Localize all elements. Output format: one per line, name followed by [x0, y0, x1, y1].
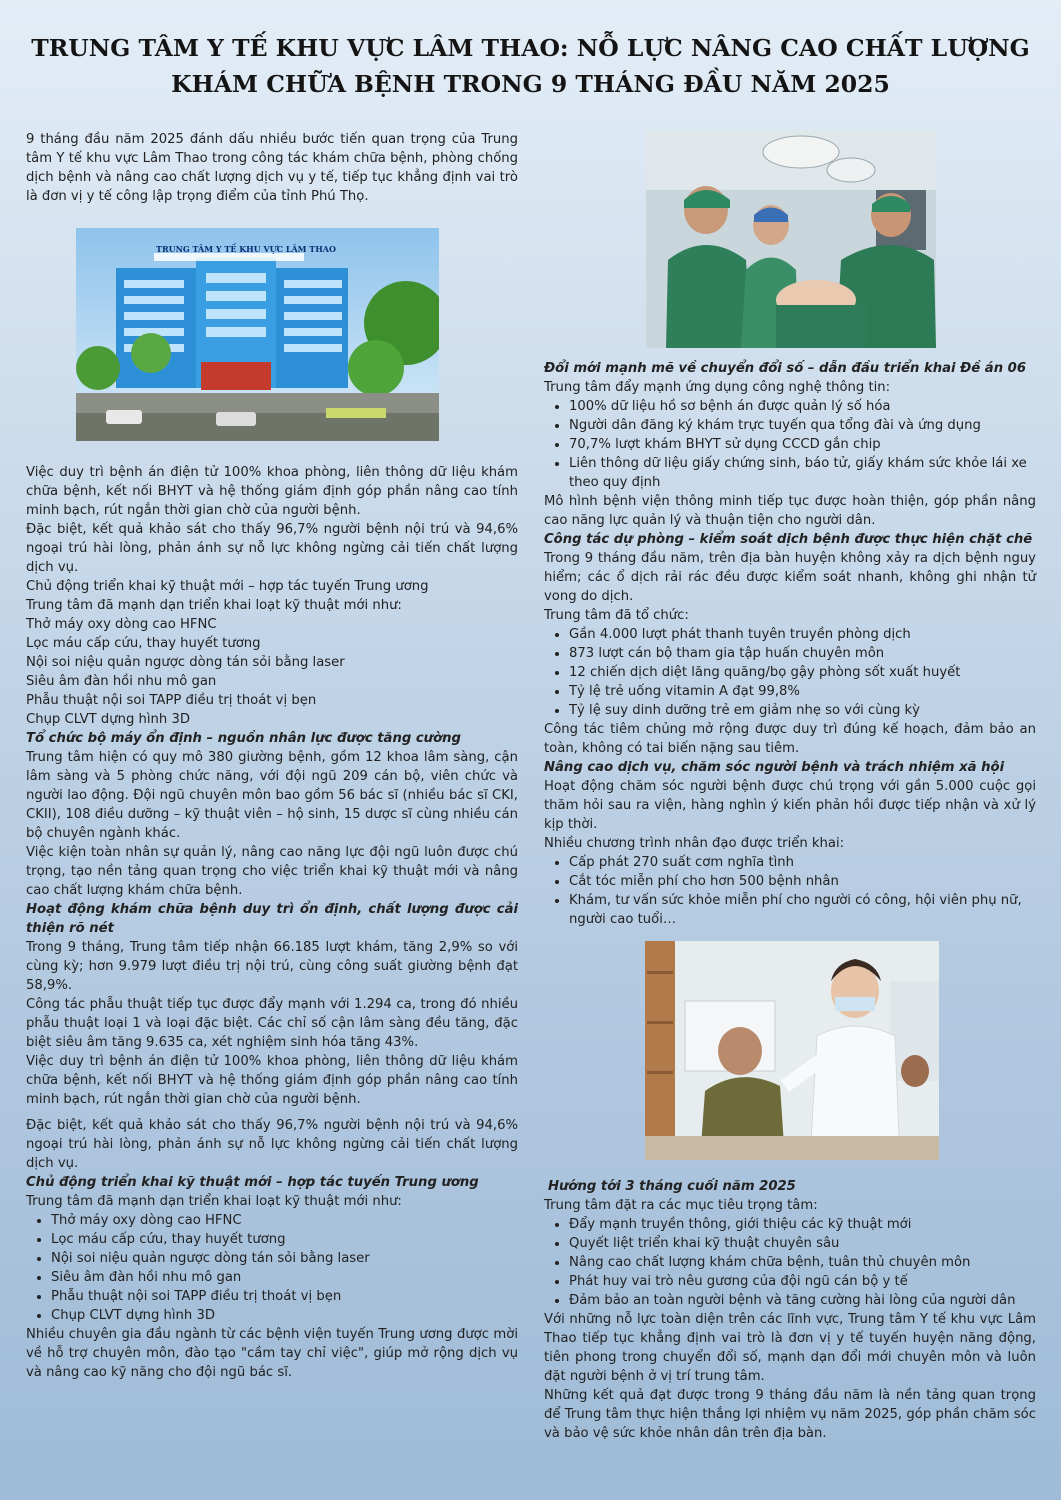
paragraph: Việc kiện toàn nhân sự quản lý, nâng cao năng lực đội ngũ luôn được chú trọng, tạo nền tảng quan trọng cho việc triển khai kỹ thuật mới và nâng cao chất lượng khám chữa bệnh. [26, 845, 518, 898]
paragraph: Trong 9 tháng đầu năm, trên địa bàn huyện không xảy ra dịch bệnh nguy hiểm; các ổ dịch rải rác đều được kiểm soát nhanh, không ghi nhận tử vong do dịch. [544, 551, 1036, 604]
list-item: • Gần 4.000 lượt phát thanh tuyên truyền phòng dịch [569, 625, 1036, 644]
building-sign-text: TRUNG TÂM Y TẾ KHU VỰC LÂM THAO [156, 244, 336, 254]
paragraph: Công tác tiêm chủng mở rộng được duy trì đúng kế hoạch, đảm bảo an toàn, không có tai biến nặng sau tiêm. [544, 722, 1036, 756]
paragraph: Chủ động triển khai kỹ thuật mới – hợp tác tuyến Trung ương [26, 579, 429, 594]
section-heading: Hướng tới 3 tháng cuối năm 2025 [548, 1179, 796, 1194]
prevention-list [544, 625, 1036, 720]
goals-list [544, 1215, 1036, 1310]
list-item: • 100% dữ liệu hồ sơ bệnh án được quản lý số hóa [569, 397, 1036, 416]
list-item: • Nội soi niệu quản ngược dòng tán sỏi bằng laser [51, 1249, 518, 1268]
list-item: Chụp CLVT dựng hình 3D [26, 712, 190, 727]
list-item: • 873 lượt cán bộ tham gia tập huấn chuyên môn [569, 644, 1036, 663]
list-item: • Siêu âm đàn hồi nhu mô gan [51, 1268, 518, 1287]
list-item: • Đẩy mạnh truyền thông, giới thiệu các kỹ thuật mới [569, 1215, 1036, 1234]
patient-examination-photo [645, 941, 939, 1160]
list-item: Thở máy oxy dòng cao HFNC [26, 617, 217, 632]
paragraph: Công tác phẫu thuật tiếp tục được đẩy mạnh với 1.294 ca, trong đó nhiều phẫu thuật loại 1 và loại đặc biệt. Các chỉ số cận lâm sàng đều tăng, đặc biệt siêu âm tăng 9.635 ca, xét nghiệm sinh hóa tăng 43%. [26, 997, 518, 1050]
paragraph: Trung tâm đẩy mạnh ứng dụng công nghệ thông tin: [544, 380, 891, 395]
paragraph: Với những nỗ lực toàn diện trên các lĩnh vực, Trung tâm Y tế khu vực Lâm Thao tiếp tục khẳng định vai trò là đơn vị y tế tuyến huyện năng động, tiên phong trong chuyển đổi số, mạnh dạn đổi mới chuyên môn và luôn đặt người bệnh ở vị trí trung tâm. [544, 1312, 1036, 1384]
paragraph: Trung tâm đã mạnh dạn triển khai loạt kỹ thuật mới như: [26, 598, 402, 613]
surgery-photo [646, 130, 936, 348]
section-heading: Tổ chức bộ máy ổn định – nguồn nhân lực được tăng cường [26, 731, 461, 746]
list-item: Siêu âm đàn hồi nhu mô gan [26, 674, 217, 689]
list-item: • Phát huy vai trò nêu gương của đội ngũ cán bộ y tế [569, 1272, 1036, 1291]
right-column [544, 130, 1036, 1443]
paragraph: Trung tâm đặt ra các mục tiêu trọng tâm: [544, 1198, 818, 1213]
section-heading: Chủ động triển khai kỹ thuật mới – hợp tác tuyến Trung ương [26, 1175, 479, 1190]
paragraph: Hoạt động chăm sóc người bệnh được chú trọng với gần 5.000 cuộc gọi thăm hỏi sau ra viện, hàng nghìn ý kiến phản hồi được tiếp nhận và xử lý kịp thời. [544, 779, 1036, 832]
paragraph: Mô hình bệnh viện thông minh tiếp tục được hoàn thiện, góp phần nâng cao năng lực quản lý và thuận tiện cho người dân. [544, 494, 1036, 528]
paragraph: Nhiều chuyên gia đầu ngành từ các bệnh viện tuyến Trung ương được mời về hỗ trợ chuyên môn, đào tạo "cầm tay chỉ việc", giúp mở rộng dịch vụ và nâng cao kỹ năng cho đội ngũ bác sĩ. [26, 1327, 518, 1380]
list-item: • Người dân đăng ký khám trực tuyến qua tổng đài và ứng dụng [569, 416, 1036, 435]
list-item: • Khám, tư vấn sức khỏe miễn phí cho người có công, hội viên phụ nữ, người cao tuổi… [569, 891, 1036, 929]
list-item: • Cấp phát 270 suất cơm nghĩa tình [569, 853, 1036, 872]
list-item: • Đảm bảo an toàn người bệnh và tăng cường hài lòng của người dân [569, 1291, 1036, 1310]
paragraph: Việc duy trì bệnh án điện tử 100% khoa phòng, liên thông dữ liệu khám chữa bệnh, kết nối BHYT và hệ thống giám định góp phần nâng cao tính minh bạch, rút ngắn thời gian chờ của người bệnh. [26, 1054, 518, 1107]
intro-paragraph: 9 tháng đầu năm 2025 đánh dấu nhiều bước tiến quan trọng của Trung tâm Y tế khu vực Lâm Thao trong công tác khám chữa bệnh, phòng chống dịch bệnh và nâng cao chất lượng dịch vụ y tế, tiếp tục khẳng định vai trò là đơn vị y tế công lập trọng điểm của tỉnh Phú Thọ. [26, 132, 518, 204]
list-item: Nội soi niệu quản ngược dòng tán sỏi bằng laser [26, 655, 345, 670]
humanitarian-list [544, 853, 1036, 929]
list-item: • Lọc máu cấp cứu, thay huyết tương [51, 1230, 518, 1249]
section-heading: Công tác dự phòng – kiểm soát dịch bệnh được thực hiện chặt chẽ [544, 532, 1033, 547]
list-item: • Chụp CLVT dựng hình 3D [51, 1306, 518, 1325]
list-item: • Thở máy oxy dòng cao HFNC [51, 1211, 518, 1230]
technique-bullet-list [26, 1211, 518, 1325]
list-item: • 70,7% lượt khám BHYT sử dụng CCCD gắn chip [569, 435, 1036, 454]
list-item: • Cắt tóc miễn phí cho hơn 500 bệnh nhân [569, 872, 1036, 891]
paragraph: Nhiều chương trình nhân đạo được triển khai: [544, 836, 845, 851]
list-item: • Tỷ lệ suy dinh dưỡng trẻ em giảm nhẹ so với cùng kỳ [569, 701, 1036, 720]
section-heading: Đổi mới mạnh mẽ về chuyển đổi số – dẫn đầu triển khai Đề án 06 [544, 361, 1027, 376]
paragraph: Trung tâm đã mạnh dạn triển khai loạt kỹ thuật mới như: [26, 1194, 402, 1209]
list-item: • Phẫu thuật nội soi TAPP điều trị thoát vị bẹn [51, 1287, 518, 1306]
paragraph: Đặc biệt, kết quả khảo sát cho thấy 96,7% người bệnh nội trú và 94,6% ngoại trú hài lòng, phản ánh sự nỗ lực không ngừng cải tiến chất lượng dịch vụ. [26, 522, 518, 575]
page-title: TRUNG TÂM Y TẾ KHU VỰC LÂM THAO: NỖ LỰC NÂNG CAO CHẤT LƯỢNG KHÁM CHỮA BỆNH TRONG 9 THÁNG ĐẦU NĂM 2025 [31, 34, 1030, 98]
left-column [26, 130, 518, 1382]
paragraph: Việc duy trì bệnh án điện tử 100% khoa phòng, liên thông dữ liệu khám chữa bệnh, kết nối BHYT và hệ thống giám định góp phần nâng cao tính minh bạch, rút ngắn thời gian chờ của người bệnh. [26, 465, 518, 518]
list-item: Lọc máu cấp cứu, thay huyết tương [26, 636, 261, 651]
list-item: • Tỷ lệ trẻ uống vitamin A đạt 99,8% [569, 682, 1036, 701]
paragraph: Trung tâm đã tổ chức: [544, 608, 689, 623]
list-item: • Liên thông dữ liệu giấy chứng sinh, báo tử, giấy khám sức khỏe lái xe theo quy định [569, 454, 1036, 492]
paragraph: Trung tâm hiện có quy mô 380 giường bệnh, gồm 12 khoa lâm sàng, cận lâm sàng và 5 phòng chức năng, với đội ngũ 209 cán bộ, viên chức và người lao động. Đội ngũ chuyên môn bao gồm 56 bác sĩ (nhiều bác sĩ CKI, CKII), 108 điều dưỡng – kỹ thuật viên – hộ sinh, 15 dược sĩ cùng nhiều cán bộ chuyên ngành khác. [26, 750, 518, 841]
technique-list-plain [26, 615, 518, 729]
list-item: • Quyết liệt triển khai kỹ thuật chuyên sâu [569, 1234, 1036, 1253]
section-heading: Hoạt động khám chữa bệnh duy trì ổn định, chất lượng được cải thiện rõ nét [26, 902, 518, 936]
paragraph: Những kết quả đạt được trong 9 tháng đầu năm là nền tảng quan trọng để Trung tâm thực hiện thắng lợi nhiệm vụ năm 2025, góp phần chăm sóc và bảo vệ sức khỏe nhân dân trên địa bàn. [544, 1388, 1036, 1441]
digital-transformation-list [544, 397, 1036, 492]
hospital-building-photo [76, 228, 439, 441]
list-item: • 12 chiến dịch diệt lăng quăng/bọ gậy phòng sốt xuất huyết [569, 663, 1036, 682]
list-item: • Nâng cao chất lượng khám chữa bệnh, tuân thủ chuyên môn [569, 1253, 1036, 1272]
paragraph: Trong 9 tháng, Trung tâm tiếp nhận 66.185 lượt khám, tăng 2,9% so với cùng kỳ; hơn 9.979 lượt điều trị nội trú, cùng công suất giường bệnh đạt 58,9%. [26, 940, 518, 993]
list-item: Phẫu thuật nội soi TAPP điều trị thoát vị bẹn [26, 693, 317, 708]
paragraph: Đặc biệt, kết quả khảo sát cho thấy 96,7% người bệnh nội trú và 94,6% ngoại trú hài lòng, phản ánh sự nỗ lực không ngừng cải tiến chất lượng dịch vụ. [26, 1118, 518, 1171]
section-heading: Nâng cao dịch vụ, chăm sóc người bệnh và trách nhiệm xã hội [544, 760, 1005, 775]
